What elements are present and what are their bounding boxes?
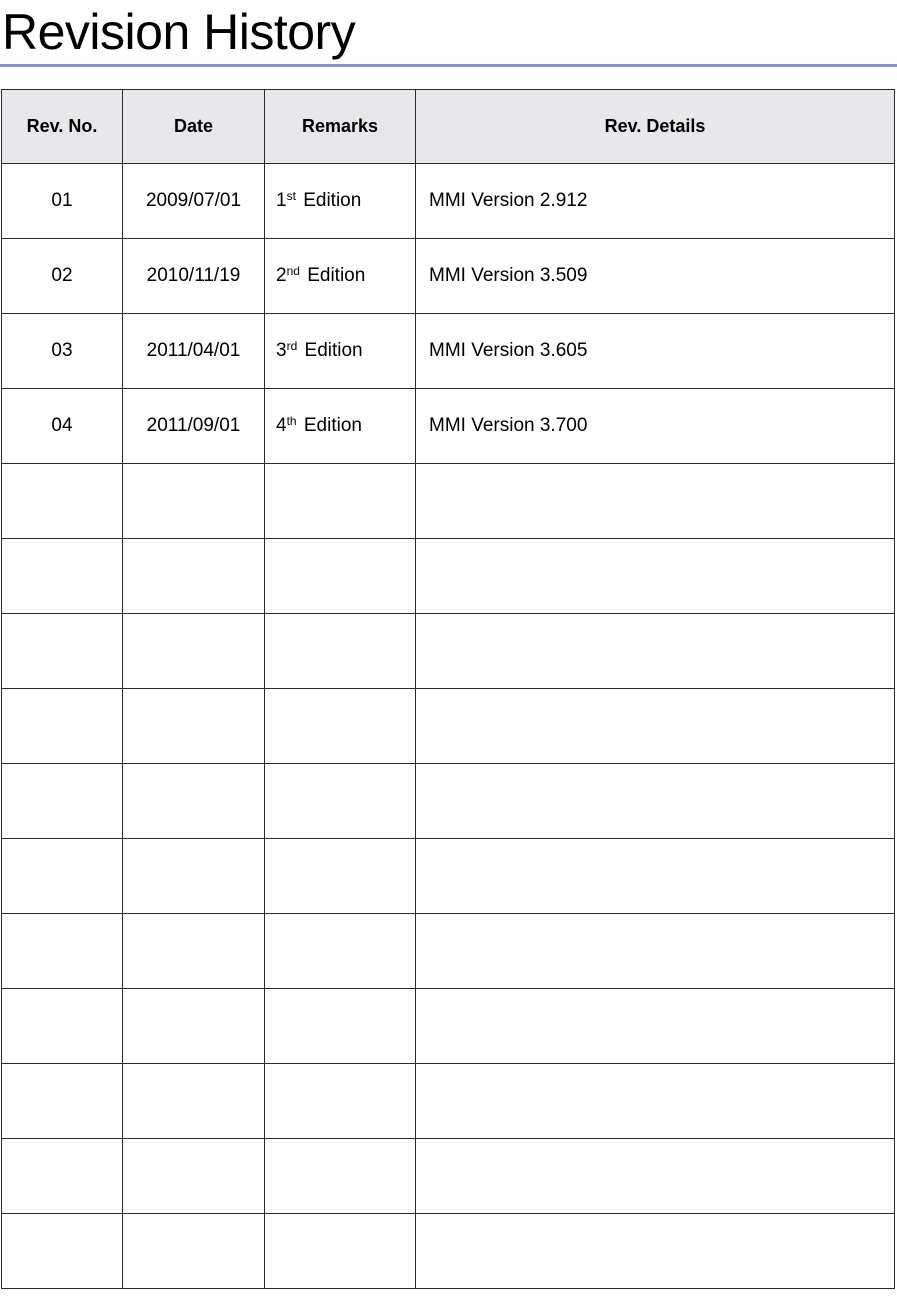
empty-cell [2, 839, 123, 914]
empty-cell [416, 764, 895, 839]
empty-cell [2, 1214, 123, 1289]
empty-cell [265, 614, 416, 689]
empty-cell [265, 464, 416, 539]
header-rev-details: Rev. Details [416, 90, 895, 164]
table-row [2, 314, 895, 389]
empty-row [2, 914, 895, 989]
empty-cell [265, 914, 416, 989]
empty-cell [265, 539, 416, 614]
cell-date: 2010/11/19 [123, 239, 265, 314]
empty-cell [123, 539, 265, 614]
remarks-number: 2 [276, 265, 287, 286]
empty-row [2, 1139, 895, 1214]
empty-cell [2, 914, 123, 989]
table-row [2, 164, 895, 239]
table-header [2, 90, 895, 164]
empty-row [2, 614, 895, 689]
remarks-ordinal-suffix: rd [286, 339, 298, 353]
title-underline [0, 64, 897, 67]
empty-cell [123, 839, 265, 914]
remarks-number: 3 [276, 340, 287, 361]
empty-cell [2, 1139, 123, 1214]
empty-cell [123, 1064, 265, 1139]
empty-cell [123, 764, 265, 839]
empty-cell [416, 989, 895, 1064]
empty-cell [123, 689, 265, 764]
empty-row [2, 764, 895, 839]
empty-cell [416, 1214, 895, 1289]
cell-date: 2009/07/01 [123, 164, 265, 239]
header-date: Date [123, 90, 265, 164]
cell-date: 2011/09/01 [123, 389, 265, 464]
cell-rev-no: 02 [2, 239, 123, 314]
header-row [2, 90, 895, 164]
empty-row [2, 1214, 895, 1289]
empty-cell [416, 1064, 895, 1139]
empty-row [2, 689, 895, 764]
empty-cell [265, 764, 416, 839]
cell-rev-details: MMI Version 3.509 [416, 239, 895, 314]
empty-cell [265, 839, 416, 914]
empty-cell [416, 1139, 895, 1214]
header-remarks: Remarks [265, 90, 416, 164]
cell-remarks [265, 239, 416, 314]
empty-cell [123, 614, 265, 689]
table-row [2, 389, 895, 464]
empty-cell [265, 1139, 416, 1214]
empty-cell [265, 989, 416, 1064]
empty-row [2, 1064, 895, 1139]
empty-cell [416, 464, 895, 539]
empty-cell [2, 464, 123, 539]
empty-cell [265, 1214, 416, 1289]
cell-remarks [265, 314, 416, 389]
cell-rev-details: MMI Version 3.700 [416, 389, 895, 464]
empty-row [2, 539, 895, 614]
cell-rev-details: MMI Version 2.912 [416, 164, 895, 239]
empty-cell [416, 914, 895, 989]
empty-cell [2, 989, 123, 1064]
remarks-word: Edition [303, 190, 362, 211]
empty-cell [123, 914, 265, 989]
empty-row [2, 839, 895, 914]
empty-cell [416, 539, 895, 614]
empty-cell [2, 689, 123, 764]
remarks-number: 4 [276, 415, 287, 436]
empty-cell [416, 689, 895, 764]
empty-cell [2, 764, 123, 839]
remarks-ordinal-suffix: th [286, 414, 297, 428]
page-title: Revision History [2, 4, 356, 60]
cell-remarks [265, 164, 416, 239]
empty-cell [265, 1064, 416, 1139]
empty-row [2, 989, 895, 1064]
table-row [2, 239, 895, 314]
empty-cell [123, 1139, 265, 1214]
cell-rev-no: 04 [2, 389, 123, 464]
revision-history-table [1, 89, 895, 1289]
empty-cell [416, 839, 895, 914]
empty-cell [265, 689, 416, 764]
remarks-word: Edition [307, 265, 366, 286]
remarks-word: Edition [304, 340, 363, 361]
remarks-number: 1 [276, 190, 287, 211]
table-body [2, 164, 895, 1289]
header-rev-no: Rev. No. [2, 90, 123, 164]
cell-rev-no: 01 [2, 164, 123, 239]
empty-cell [2, 614, 123, 689]
cell-remarks [265, 389, 416, 464]
empty-cell [123, 989, 265, 1064]
cell-rev-details: MMI Version 3.605 [416, 314, 895, 389]
remarks-word: Edition [303, 415, 362, 436]
empty-cell [123, 1214, 265, 1289]
cell-rev-no: 03 [2, 314, 123, 389]
empty-cell [416, 614, 895, 689]
empty-cell [2, 1064, 123, 1139]
remarks-ordinal-suffix: nd [286, 264, 300, 278]
empty-cell [123, 464, 265, 539]
empty-row [2, 464, 895, 539]
cell-date: 2011/04/01 [123, 314, 265, 389]
empty-cell [2, 539, 123, 614]
remarks-ordinal-suffix: st [286, 189, 296, 203]
